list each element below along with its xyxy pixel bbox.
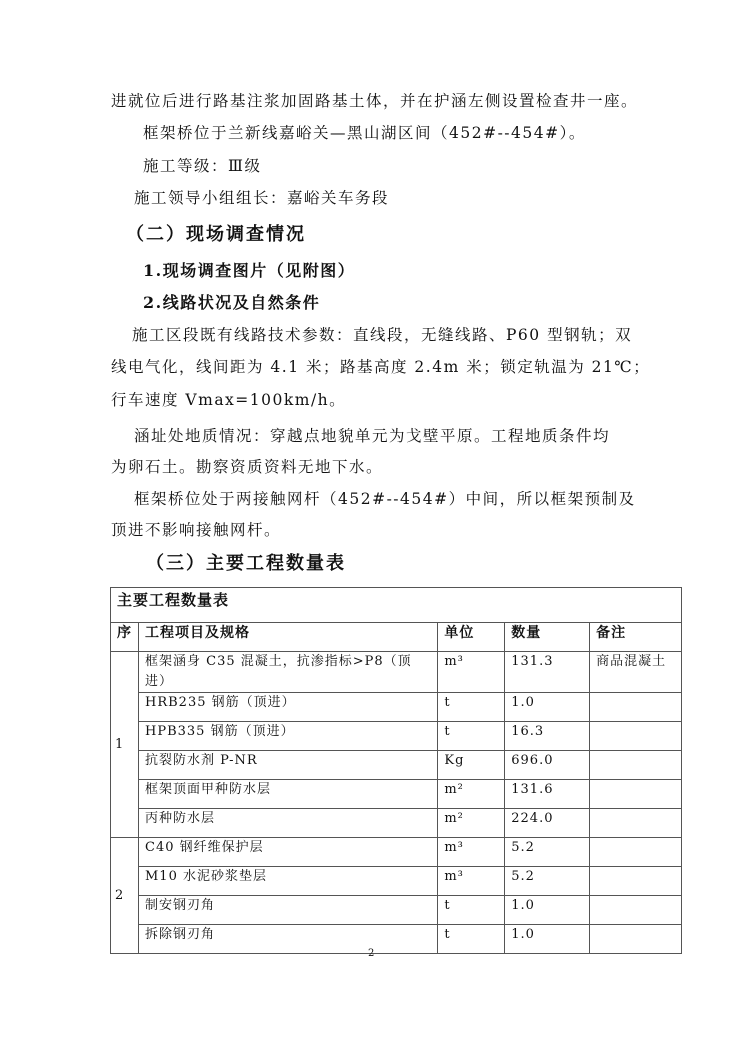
quantity-cell: 224.0 — [505, 809, 590, 838]
unit-cell: t — [438, 925, 505, 954]
paragraph-line: 施工区段既有线路技术参数：直线段，无缝线路、P60 型钢轨；双 — [132, 326, 633, 344]
table-row — [111, 809, 682, 838]
paragraph-line: 线电气化，线间距为 4.1 米；路基高度 2.4m 米；锁定轨温为 21℃； — [111, 358, 651, 376]
item-cell: C40 钢纤维保护层 — [139, 838, 438, 867]
table-row — [111, 867, 682, 896]
remark-cell — [590, 809, 682, 838]
item-cell: M10 水泥砂浆垫层 — [139, 867, 438, 896]
table-row — [111, 722, 682, 751]
quantity-cell: 1.0 — [505, 925, 590, 954]
remark-cell — [590, 838, 682, 867]
remark-cell — [590, 925, 682, 954]
item-cell: HRB235 钢筋（顶进） — [139, 693, 438, 722]
header-quantity: 数量 — [505, 623, 590, 652]
remark-cell — [590, 751, 682, 780]
paragraph-line: 为卵石土。勘察资质资料无地下水。 — [111, 458, 384, 476]
paragraph-line: 施工领导小组组长：嘉峪关车务段 — [134, 189, 390, 207]
table-row — [111, 751, 682, 780]
table-title: 主要工程数量表 — [111, 588, 682, 623]
quantity-cell: 1.0 — [505, 693, 590, 722]
section-heading: （三）主要工程数量表 — [146, 553, 346, 574]
unit-cell: t — [438, 896, 505, 925]
remark-cell — [590, 867, 682, 896]
unit-cell: t — [438, 722, 505, 751]
page-number: 2 — [368, 948, 375, 959]
paragraph-line: 顶进不影响接触网杆。 — [111, 521, 282, 539]
paragraph-line: 涵址处地质情况：穿越点地貌单元为戈壁平原。工程地质条件均 — [134, 427, 611, 445]
header-unit: 单位 — [438, 623, 505, 652]
seq-cell: 1 — [111, 652, 139, 838]
remark-cell — [590, 693, 682, 722]
quantity-cell: 1.0 — [505, 896, 590, 925]
remark-cell: 商品混凝土 — [590, 652, 682, 693]
quantity-cell: 5.2 — [505, 838, 590, 867]
quantity-cell: 131.3 — [505, 652, 590, 693]
table-row — [111, 896, 682, 925]
item-cell: 制安钢刃角 — [139, 896, 438, 925]
table-row — [111, 652, 682, 693]
unit-cell: t — [438, 693, 505, 722]
header-seq: 序 — [111, 623, 139, 652]
quantity-table — [110, 587, 682, 954]
paragraph-line: 行车速度 Vmax=100km/h。 — [111, 391, 347, 409]
paragraph-line: 施工等级：Ⅲ级 — [143, 157, 262, 175]
table-title-row — [111, 588, 682, 623]
item-cell: 抗裂防水剂 P-NR — [139, 751, 438, 780]
section-heading: （二）现场调查情况 — [126, 224, 306, 245]
unit-cell: m² — [438, 780, 505, 809]
seq-cell: 2 — [111, 838, 139, 954]
paragraph-line: 进就位后进行路基注浆加固路基土体，并在护涵左侧设置检查井一座。 — [111, 92, 639, 110]
header-item: 工程项目及规格 — [139, 623, 438, 652]
paragraph-line: 框架桥位于兰新线嘉峪关—黑山湖区间（452#--454#）。 — [143, 124, 586, 142]
quantity-cell: 16.3 — [505, 722, 590, 751]
quantity-cell: 696.0 — [505, 751, 590, 780]
unit-cell: m³ — [438, 838, 505, 867]
item-cell: 拆除钢刃角 — [139, 925, 438, 954]
subsection-heading: 1.现场调查图片（见附图） — [143, 261, 356, 280]
table-row — [111, 693, 682, 722]
item-cell: 框架顶面甲种防水层 — [139, 780, 438, 809]
remark-cell — [590, 722, 682, 751]
remark-cell — [590, 780, 682, 809]
unit-cell: m² — [438, 809, 505, 838]
paragraph-line: 框架桥位处于两接触网杆（452#--454#）中间，所以框架预制及 — [134, 490, 636, 508]
header-remark: 备注 — [590, 623, 682, 652]
table-row — [111, 838, 682, 867]
unit-cell: m³ — [438, 652, 505, 693]
quantity-cell: 131.6 — [505, 780, 590, 809]
item-cell: 框架涵身 C35 混凝土，抗渗指标>P8（顶进） — [139, 652, 438, 693]
unit-cell: m³ — [438, 867, 505, 896]
table-row — [111, 925, 682, 954]
item-cell: HPB335 钢筋（顶进） — [139, 722, 438, 751]
table-row — [111, 780, 682, 809]
table-header-row — [111, 623, 682, 652]
unit-cell: Kg — [438, 751, 505, 780]
remark-cell — [590, 896, 682, 925]
item-cell: 丙种防水层 — [139, 809, 438, 838]
quantity-cell: 5.2 — [505, 867, 590, 896]
subsection-heading: 2.线路状况及自然条件 — [143, 293, 321, 312]
